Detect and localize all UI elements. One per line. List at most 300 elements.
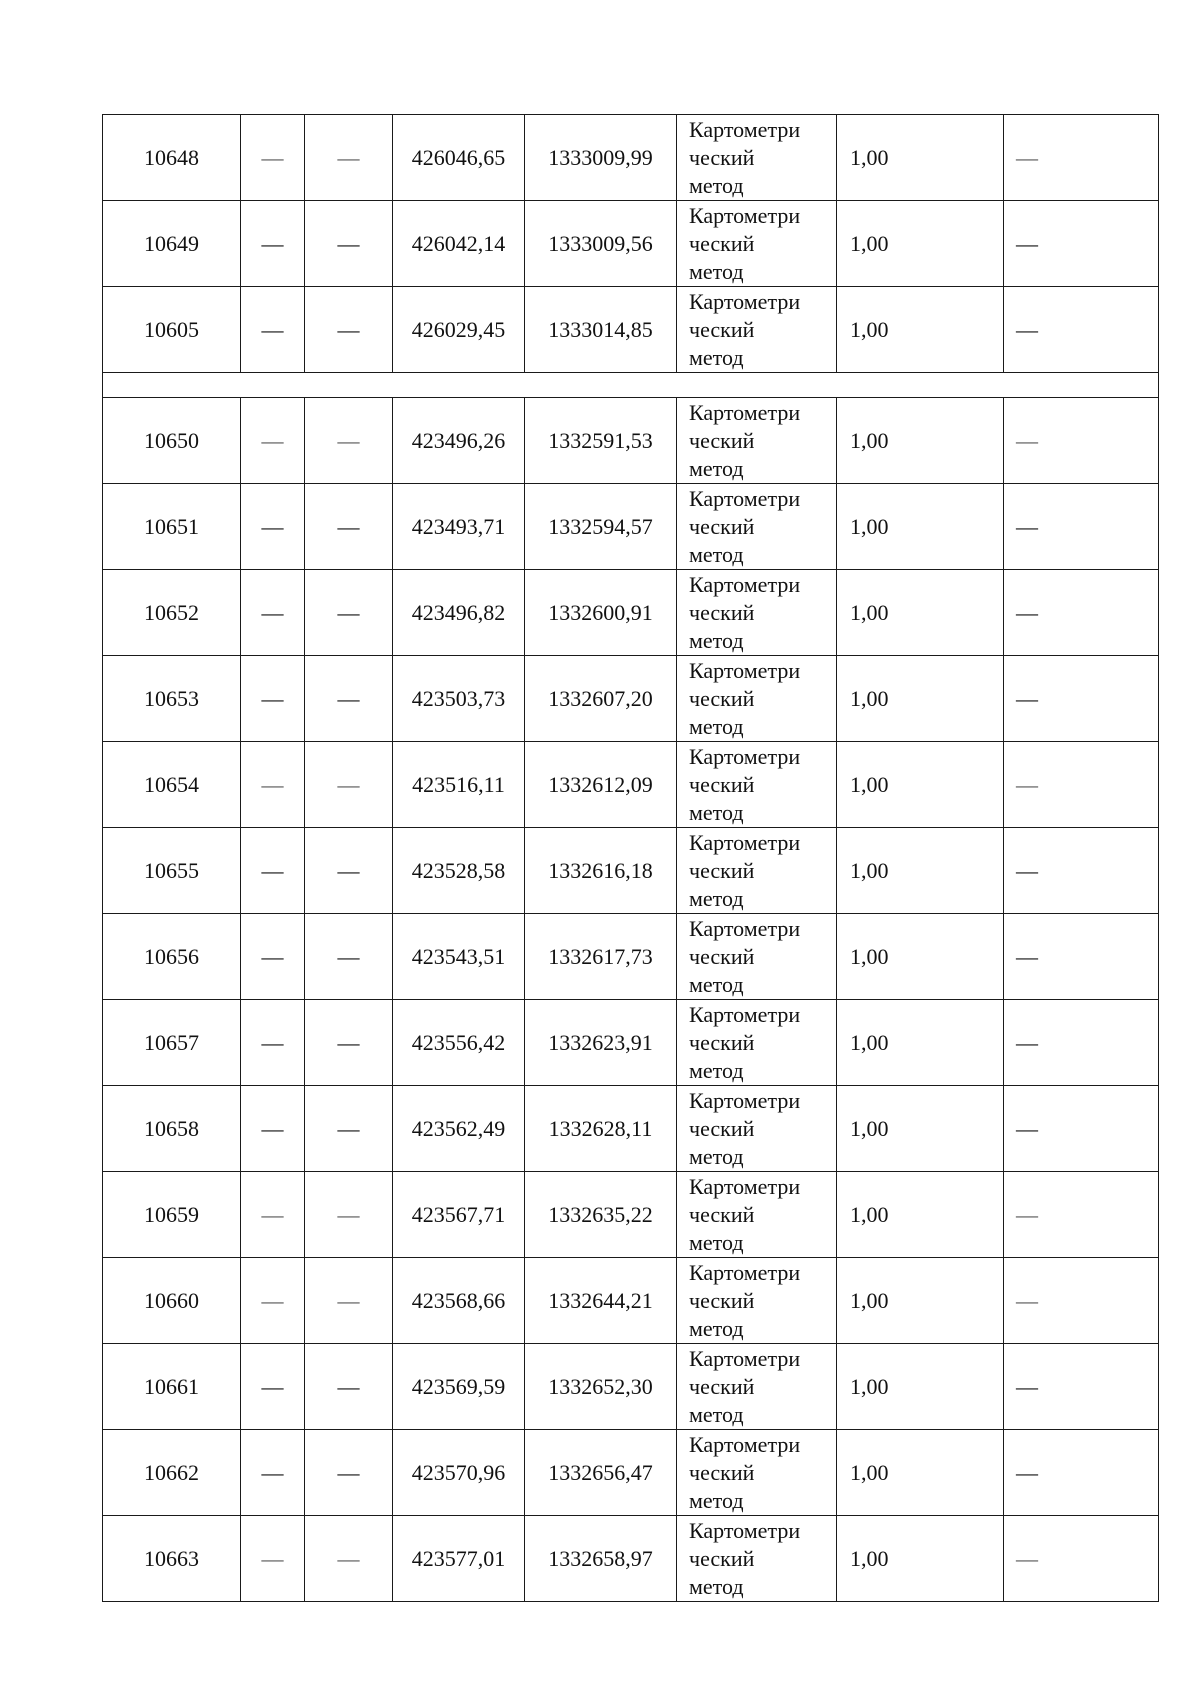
dash-cell-text: — — [261, 1201, 284, 1227]
accuracy-cell-text: 1,00 — [850, 1287, 889, 1313]
method-cell — [677, 656, 837, 742]
dash-cell-text: — — [1016, 1545, 1038, 1571]
dash-cell-text: — — [1016, 771, 1038, 797]
x-coordinate-cell — [393, 828, 525, 914]
point-number-cell — [103, 828, 241, 914]
method-cell — [677, 828, 837, 914]
dash-cell — [241, 115, 305, 201]
x-coordinate-cell-text: 423570,96 — [411, 1459, 506, 1485]
method-cell — [677, 201, 837, 287]
dash-cell-text: — — [261, 316, 284, 342]
point-number-cell — [103, 742, 241, 828]
y-coordinate-cell — [525, 742, 677, 828]
x-coordinate-cell — [393, 1516, 525, 1602]
method-line: ческий — [689, 144, 755, 170]
point-number-cell-text: 10655 — [144, 857, 199, 883]
dash-cell-text: — — [261, 943, 284, 969]
table-row — [103, 1430, 1159, 1516]
dash-cell-text: — — [337, 857, 360, 883]
y-coordinate-cell — [525, 484, 677, 570]
dash-cell — [1004, 742, 1159, 828]
dash-cell — [1004, 1172, 1159, 1258]
y-coordinate-cell-text: 1333009,56 — [548, 230, 653, 256]
y-coordinate-cell — [525, 1000, 677, 1086]
accuracy-cell-text: 1,00 — [850, 316, 889, 342]
dash-cell-text: — — [337, 1373, 360, 1399]
accuracy-cell — [837, 1344, 1004, 1430]
table-row — [103, 115, 1159, 201]
method-line: ческий — [689, 1373, 755, 1399]
x-coordinate-cell-text: 423577,01 — [411, 1545, 506, 1571]
method-line: Картометри — [689, 202, 801, 228]
dash-cell-text: — — [337, 144, 360, 170]
dash-cell-text: — — [337, 316, 360, 342]
dash-cell-text: — — [261, 427, 284, 453]
y-coordinate-cell — [525, 914, 677, 1000]
method-line: Картометри — [689, 829, 801, 855]
point-number-cell — [103, 201, 241, 287]
method-cell — [677, 1516, 837, 1602]
dash-cell — [241, 1258, 305, 1344]
dash-cell-text: — — [261, 1373, 284, 1399]
y-coordinate-cell-text: 1332617,73 — [548, 943, 653, 969]
method-line: Картометри — [689, 116, 801, 142]
method-line: метод — [689, 1143, 744, 1169]
dash-cell — [1004, 115, 1159, 201]
table-row — [103, 1086, 1159, 1172]
point-number-cell-text: 10648 — [144, 144, 199, 170]
dash-cell — [241, 1430, 305, 1516]
dash-cell — [305, 570, 393, 656]
method-line: метод — [689, 1573, 744, 1599]
method-cell — [677, 115, 837, 201]
dash-cell — [1004, 570, 1159, 656]
accuracy-cell — [837, 570, 1004, 656]
dash-cell — [1004, 656, 1159, 742]
method-line: ческий — [689, 943, 755, 969]
point-number-cell-text: 10652 — [144, 599, 199, 625]
dash-cell-text: — — [261, 771, 284, 797]
method-line: ческий — [689, 316, 755, 342]
point-number-cell-text: 10651 — [144, 513, 199, 539]
table-row — [103, 1000, 1159, 1086]
point-number-cell — [103, 570, 241, 656]
dash-cell — [241, 1172, 305, 1258]
dash-cell-text: — — [261, 1287, 284, 1313]
x-coordinate-cell-text: 423496,82 — [411, 599, 506, 625]
separator-cell — [103, 373, 1159, 398]
dash-cell — [241, 570, 305, 656]
accuracy-cell-text: 1,00 — [850, 1545, 889, 1571]
dash-cell-text: — — [1016, 685, 1038, 711]
dash-cell — [305, 201, 393, 287]
dash-cell — [241, 914, 305, 1000]
y-coordinate-cell — [525, 828, 677, 914]
method-cell — [677, 1258, 837, 1344]
y-coordinate-cell-text: 1332652,30 — [548, 1373, 653, 1399]
dash-cell-text: — — [1016, 513, 1038, 539]
accuracy-cell-text: 1,00 — [850, 943, 889, 969]
dash-cell-text: — — [261, 230, 284, 256]
method-line: ческий — [689, 685, 755, 711]
dash-cell — [305, 1086, 393, 1172]
x-coordinate-cell-text: 423493,71 — [411, 513, 506, 539]
point-number-cell-text: 10658 — [144, 1115, 199, 1141]
accuracy-cell — [837, 201, 1004, 287]
dash-cell-text: — — [261, 599, 284, 625]
method-line: ческий — [689, 1115, 755, 1141]
y-coordinate-cell — [525, 1172, 677, 1258]
point-number-cell-text: 10654 — [144, 771, 199, 797]
point-number-cell-text: 10653 — [144, 685, 199, 711]
method-line: ческий — [689, 513, 755, 539]
table-row — [103, 914, 1159, 1000]
accuracy-cell-text: 1,00 — [850, 427, 889, 453]
point-number-cell — [103, 398, 241, 484]
method-line: ческий — [689, 599, 755, 625]
dash-cell-text: — — [261, 144, 284, 170]
dash-cell — [305, 828, 393, 914]
dash-cell-text: — — [1016, 599, 1038, 625]
accuracy-cell — [837, 1086, 1004, 1172]
method-line: метод — [689, 885, 744, 911]
x-coordinate-cell — [393, 115, 525, 201]
method-line: ческий — [689, 1459, 755, 1485]
y-coordinate-cell — [525, 1516, 677, 1602]
y-coordinate-cell — [525, 287, 677, 373]
accuracy-cell — [837, 1430, 1004, 1516]
x-coordinate-cell-text: 423569,59 — [411, 1373, 506, 1399]
method-line: метод — [689, 713, 744, 739]
y-coordinate-cell-text: 1332612,09 — [548, 771, 653, 797]
y-coordinate-cell — [525, 1344, 677, 1430]
dash-cell — [241, 828, 305, 914]
method-line: Картометри — [689, 915, 801, 941]
coordinate-table — [102, 114, 1159, 1602]
dash-cell — [1004, 1430, 1159, 1516]
dash-cell-text: — — [337, 1201, 360, 1227]
x-coordinate-cell-text: 423516,11 — [412, 771, 505, 797]
dash-cell — [1004, 287, 1159, 373]
dash-cell — [305, 742, 393, 828]
accuracy-cell — [837, 828, 1004, 914]
dash-cell — [305, 115, 393, 201]
accuracy-cell — [837, 115, 1004, 201]
accuracy-cell-text: 1,00 — [850, 1459, 889, 1485]
x-coordinate-cell — [393, 484, 525, 570]
point-number-cell-text: 10649 — [144, 230, 199, 256]
y-coordinate-cell-text: 1332656,47 — [548, 1459, 653, 1485]
point-number-cell — [103, 1344, 241, 1430]
y-coordinate-cell — [525, 398, 677, 484]
table-row — [103, 1344, 1159, 1430]
x-coordinate-cell — [393, 201, 525, 287]
x-coordinate-cell-text: 423562,49 — [411, 1115, 506, 1141]
dash-cell-text: — — [1016, 857, 1038, 883]
method-cell — [677, 484, 837, 570]
dash-cell — [305, 656, 393, 742]
dash-cell — [241, 1000, 305, 1086]
table-row — [103, 1258, 1159, 1344]
method-line: Картометри — [689, 657, 801, 683]
dash-cell-text: — — [337, 1287, 360, 1313]
y-coordinate-cell-text: 1332591,53 — [548, 427, 653, 453]
dash-cell — [241, 1086, 305, 1172]
point-number-cell — [103, 1000, 241, 1086]
dash-cell — [305, 1000, 393, 1086]
point-number-cell — [103, 287, 241, 373]
dash-cell — [1004, 1086, 1159, 1172]
table-row — [103, 398, 1159, 484]
accuracy-cell — [837, 484, 1004, 570]
separator-row — [103, 373, 1159, 398]
point-number-cell-text: 10650 — [144, 427, 199, 453]
x-coordinate-cell-text: 423503,73 — [411, 685, 506, 711]
dash-cell — [305, 398, 393, 484]
dash-cell — [1004, 484, 1159, 570]
method-line: метод — [689, 541, 744, 567]
dash-cell-text: — — [261, 1115, 284, 1141]
dash-cell — [241, 398, 305, 484]
point-number-cell-text: 10659 — [144, 1201, 199, 1227]
method-line: Картометри — [689, 1259, 801, 1285]
dash-cell-text: — — [1016, 427, 1038, 453]
dash-cell-text: — — [337, 230, 360, 256]
dash-cell — [1004, 1258, 1159, 1344]
y-coordinate-cell-text: 1332635,22 — [548, 1201, 653, 1227]
accuracy-cell-text: 1,00 — [850, 685, 889, 711]
method-line: метод — [689, 971, 744, 997]
method-cell — [677, 914, 837, 1000]
method-line: метод — [689, 344, 744, 370]
method-line: ческий — [689, 1201, 755, 1227]
method-line: метод — [689, 1057, 744, 1083]
x-coordinate-cell — [393, 1172, 525, 1258]
x-coordinate-cell — [393, 914, 525, 1000]
point-number-cell — [103, 1516, 241, 1602]
point-number-cell — [103, 1430, 241, 1516]
point-number-cell-text: 10661 — [144, 1373, 199, 1399]
dash-cell-text: — — [337, 771, 360, 797]
accuracy-cell-text: 1,00 — [850, 1201, 889, 1227]
method-line: метод — [689, 1315, 744, 1341]
y-coordinate-cell-text: 1332658,97 — [548, 1545, 653, 1571]
y-coordinate-cell — [525, 115, 677, 201]
dash-cell-text: — — [261, 1459, 284, 1485]
accuracy-cell-text: 1,00 — [850, 230, 889, 256]
accuracy-cell — [837, 1000, 1004, 1086]
dash-cell — [241, 287, 305, 373]
table-row — [103, 828, 1159, 914]
point-number-cell-text: 10660 — [144, 1287, 199, 1313]
method-line: ческий — [689, 230, 755, 256]
y-coordinate-cell-text: 1332607,20 — [548, 685, 653, 711]
y-coordinate-cell-text: 1332616,18 — [548, 857, 653, 883]
y-coordinate-cell-text: 1332600,91 — [548, 599, 653, 625]
dash-cell-text: — — [1016, 144, 1038, 170]
dash-cell — [241, 484, 305, 570]
point-number-cell-text: 10605 — [144, 316, 199, 342]
method-line: метод — [689, 258, 744, 284]
table-row — [103, 484, 1159, 570]
x-coordinate-cell — [393, 1344, 525, 1430]
method-cell — [677, 1000, 837, 1086]
dash-cell-text: — — [1016, 230, 1038, 256]
point-number-cell — [103, 914, 241, 1000]
point-number-cell-text: 10663 — [144, 1545, 199, 1571]
dash-cell-text: — — [261, 513, 284, 539]
point-number-cell — [103, 1258, 241, 1344]
point-number-cell — [103, 1086, 241, 1172]
dash-cell — [241, 656, 305, 742]
method-line: Картометри — [689, 485, 801, 511]
accuracy-cell-text: 1,00 — [850, 599, 889, 625]
dash-cell-text: — — [261, 1545, 284, 1571]
coordinate-table-container — [102, 114, 1159, 1602]
x-coordinate-cell-text: 426029,45 — [411, 316, 506, 342]
dash-cell — [305, 1430, 393, 1516]
method-cell — [677, 570, 837, 656]
method-line: ческий — [689, 1287, 755, 1313]
point-number-cell-text: 10657 — [144, 1029, 199, 1055]
method-line: Картометри — [689, 1345, 801, 1371]
method-line: метод — [689, 1229, 744, 1255]
dash-cell — [1004, 914, 1159, 1000]
y-coordinate-cell — [525, 201, 677, 287]
y-coordinate-cell-text: 1333009,99 — [548, 144, 653, 170]
dash-cell — [241, 1516, 305, 1602]
accuracy-cell — [837, 398, 1004, 484]
method-cell — [677, 1344, 837, 1430]
dash-cell — [305, 1258, 393, 1344]
dash-cell-text: — — [1016, 1201, 1038, 1227]
dash-cell — [305, 287, 393, 373]
method-line: ческий — [689, 1545, 755, 1571]
accuracy-cell-text: 1,00 — [850, 1029, 889, 1055]
method-line: Картометри — [689, 399, 801, 425]
dash-cell-text: — — [1016, 943, 1038, 969]
x-coordinate-cell-text: 426042,14 — [411, 230, 506, 256]
method-line: Картометри — [689, 571, 801, 597]
accuracy-cell — [837, 914, 1004, 1000]
dash-cell-text: — — [337, 599, 360, 625]
dash-cell-text: — — [1016, 1459, 1038, 1485]
dash-cell — [1004, 1000, 1159, 1086]
accuracy-cell — [837, 287, 1004, 373]
y-coordinate-cell-text: 1332628,11 — [548, 1115, 653, 1141]
point-number-cell-text: 10656 — [144, 943, 199, 969]
y-coordinate-cell — [525, 1430, 677, 1516]
dash-cell-text: — — [337, 1545, 360, 1571]
method-line: метод — [689, 1487, 744, 1513]
x-coordinate-cell-text: 423496,26 — [411, 427, 506, 453]
method-line: Картометри — [689, 743, 801, 769]
dash-cell-text: — — [1016, 1029, 1038, 1055]
dash-cell — [241, 1344, 305, 1430]
accuracy-cell-text: 1,00 — [850, 857, 889, 883]
accuracy-cell-text: 1,00 — [850, 771, 889, 797]
y-coordinate-cell — [525, 1258, 677, 1344]
table-row — [103, 570, 1159, 656]
x-coordinate-cell-text: 426046,65 — [411, 144, 506, 170]
accuracy-cell — [837, 742, 1004, 828]
method-line: Картометри — [689, 1001, 801, 1027]
method-line: метод — [689, 627, 744, 653]
dash-cell — [305, 1516, 393, 1602]
method-line: Картометри — [689, 1173, 801, 1199]
table-row — [103, 1172, 1159, 1258]
accuracy-cell — [837, 1516, 1004, 1602]
accuracy-cell-text: 1,00 — [850, 1373, 889, 1399]
method-cell — [677, 1086, 837, 1172]
y-coordinate-cell-text: 1333014,85 — [548, 316, 653, 342]
accuracy-cell-text: 1,00 — [850, 1115, 889, 1141]
x-coordinate-cell — [393, 1430, 525, 1516]
y-coordinate-cell — [525, 570, 677, 656]
dash-cell-text: — — [1016, 316, 1038, 342]
y-coordinate-cell-text: 1332594,57 — [548, 513, 653, 539]
dash-cell — [241, 201, 305, 287]
dash-cell — [305, 1172, 393, 1258]
dash-cell-text: — — [1016, 1115, 1038, 1141]
y-coordinate-cell-text: 1332644,21 — [548, 1287, 653, 1313]
method-line: Картометри — [689, 1087, 801, 1113]
x-coordinate-cell — [393, 398, 525, 484]
table-row — [103, 742, 1159, 828]
dash-cell-text: — — [1016, 1373, 1038, 1399]
dash-cell-text: — — [337, 1115, 360, 1141]
point-number-cell — [103, 1172, 241, 1258]
method-cell — [677, 742, 837, 828]
table-row — [103, 287, 1159, 373]
method-line: метод — [689, 1401, 744, 1427]
dash-cell-text: — — [337, 427, 360, 453]
table-row — [103, 201, 1159, 287]
table-row — [103, 1516, 1159, 1602]
table-body — [103, 115, 1159, 1602]
point-number-cell — [103, 115, 241, 201]
method-line: ческий — [689, 857, 755, 883]
method-cell — [677, 287, 837, 373]
method-line: ческий — [689, 771, 755, 797]
method-line: Картометри — [689, 288, 801, 314]
method-cell — [677, 1172, 837, 1258]
x-coordinate-cell — [393, 1258, 525, 1344]
dash-cell-text: — — [261, 857, 284, 883]
x-coordinate-cell — [393, 742, 525, 828]
dash-cell-text: — — [337, 1459, 360, 1485]
x-coordinate-cell — [393, 287, 525, 373]
dash-cell — [305, 484, 393, 570]
method-line: метод — [689, 455, 744, 481]
method-line: ческий — [689, 427, 755, 453]
x-coordinate-cell-text: 423528,58 — [411, 857, 506, 883]
dash-cell — [1004, 201, 1159, 287]
dash-cell — [305, 914, 393, 1000]
method-line: Картометри — [689, 1431, 801, 1457]
point-number-cell — [103, 484, 241, 570]
dash-cell — [1004, 828, 1159, 914]
dash-cell — [1004, 1516, 1159, 1602]
x-coordinate-cell — [393, 1000, 525, 1086]
method-line: ческий — [689, 1029, 755, 1055]
x-coordinate-cell-text: 423556,42 — [411, 1029, 506, 1055]
dash-cell-text: — — [1016, 1287, 1038, 1313]
dash-cell — [241, 742, 305, 828]
dash-cell — [305, 1344, 393, 1430]
dash-cell-text: — — [337, 685, 360, 711]
method-line: Картометри — [689, 1517, 801, 1543]
